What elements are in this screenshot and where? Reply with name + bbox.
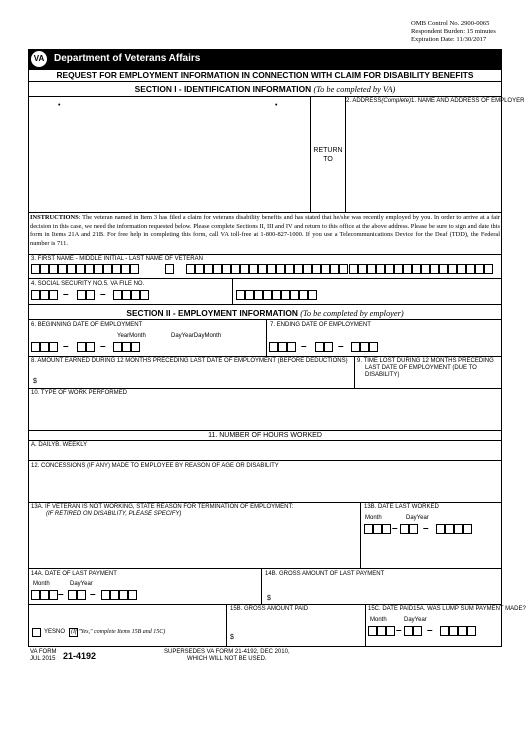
address-label: 2. ADDRESS(Complete)1. NAME AND ADDRESS OF EMPLOYER (346, 98, 525, 104)
respondent-burden: Respondent Burden: 15 minutes (411, 28, 496, 36)
hours-worked-label: 11. NUMBER OF HOURS WORKED (208, 432, 322, 439)
termination-reason-label: 13A. IF VETERAN IS NOT WORKING, STATE REASON FOR TERMINATION OF EMPLOYMENT: (31, 504, 294, 510)
section2-title: SECTION II - EMPLOYMENT INFORMATION (To be completed by employer) (126, 308, 404, 318)
address-bullet-right: • (275, 102, 278, 109)
date-last-worked-label: 13B. DATE LAST WORKED (364, 504, 439, 510)
daily-weekly-label: A. DAILYB. WEEKLY (31, 442, 88, 448)
yes-note: (If "Yes," complete Items 15B and 15C) (71, 629, 166, 635)
beginning-date-label: 6. BEGINNING DATE OF EMPLOYMENT (31, 322, 143, 328)
type-of-work-field[interactable] (31, 398, 499, 428)
department-title: Department of Veterans Affairs (54, 53, 201, 64)
termination-note: (IF RETIRED ON DISABILITY, PLEASE SPECIFY) (46, 511, 182, 517)
day-year-label: DayYearDayMonth (171, 333, 222, 339)
form-title: REQUEST FOR EMPLOYMENT INFORMATION IN CONNECTION WITH CLAIM FOR DISABILITY BENEFITS (56, 70, 474, 80)
omb-control-number: OMB Control No. 2900-0065 (411, 20, 490, 27)
supersedes-note: SUPERSEDES VA FORM 21-4192, DEC 2010, WHICH WILL NOT BE USED. (164, 649, 290, 662)
gross-last-payment-dollar: $ (267, 595, 271, 602)
time-lost-label: 9. TIME LOST DURING 12 MONTHS PRECEDING LAST DATE OF EMPLOYMENT (DUE TO DISABILITY) (357, 358, 494, 378)
footer-form-label: VA FORM JUL 2015 (30, 649, 57, 662)
date-paid-label: 15C. DATE PAID15A. WAS LUMP SUM PAYMENT MADE? (368, 606, 526, 612)
year-month-label: YearMonth (117, 333, 146, 339)
date-last-payment-label: 14A. DATE OF LAST PAYMENT (31, 571, 117, 577)
yes-no-label: YESNO (44, 629, 66, 635)
concessions-label: 12. CONCESSIONS (IF ANY) MADE TO EMPLOYEE BY REASON OF AGE OR DISABILITY (31, 463, 279, 469)
lump-sum-yes-checkbox[interactable] (32, 628, 41, 637)
gross-amount-paid-dollar: $ (230, 634, 234, 641)
concessions-field[interactable] (31, 471, 499, 499)
address-bullet: • (58, 102, 61, 109)
instructions: INSTRUCTIONS: The veteran named in Item 3 has filed a claim for veterans disability benefits and has stated that he/she was recently employed by you. In order to arrive at a fair decision in this case, we need the information requested below. Please complete Sections II, III and IV and return to this office at the above address. Please be sure to sign and date this form in Items 21A and 21B. For free help in completing this form, call VA toll-free at 1-800-827-1000. If you use a Telecommunications Device for the Deaf (TDD), the Federal number is 711. (30, 214, 500, 247)
month-label: Month (365, 515, 382, 521)
amount-earned-label: 8. AMOUNT EARNED DURING 12 MONTHS PRECEDING LAST DATE OF EMPLOYMENT (BEFORE DEDUCTIONS) (31, 358, 348, 364)
ending-date-label: 7. ENDING DATE OF EMPLOYMENT (270, 322, 371, 328)
agency-header (28, 49, 502, 69)
section1-title: SECTION I - IDENTIFICATION INFORMATION (To be completed by VA) (134, 84, 396, 94)
day-year-label-15c: DayYear (404, 617, 427, 623)
veteran-name-label: 3. FIRST NAME - MIDDLE INITIAL - LAST NAME OF VETERAN (31, 256, 203, 262)
gross-last-payment-label: 14B. GROSS AMOUNT OF LAST PAYMENT (265, 571, 385, 577)
gross-amount-paid-label: 15B. GROSS AMOUNT PAID (230, 606, 309, 612)
omb-info (411, 20, 496, 45)
ssn-file-label: 4. SOCIAL SECURITY NO.5. VA FILE NO. (31, 281, 145, 287)
return-to-label: RETURN TO (313, 147, 343, 163)
employer-address-field[interactable] (348, 108, 498, 208)
expiration-date: Expiration Date: 11/30/2017 (411, 36, 487, 44)
month-label-14a: Month (33, 581, 50, 587)
va-address-field[interactable] (32, 110, 306, 206)
month-label-15c: Month (370, 617, 387, 623)
amount-dollar-sign: $ (33, 378, 37, 385)
va-seal-logo: VA (31, 51, 47, 67)
day-year-label-14a: DayYear (70, 581, 93, 587)
day-year-label: DayYear (406, 515, 429, 521)
type-of-work-label: 10. TYPE OF WORK PERFORMED (31, 390, 127, 396)
form-number: 21-4192 (63, 651, 97, 661)
